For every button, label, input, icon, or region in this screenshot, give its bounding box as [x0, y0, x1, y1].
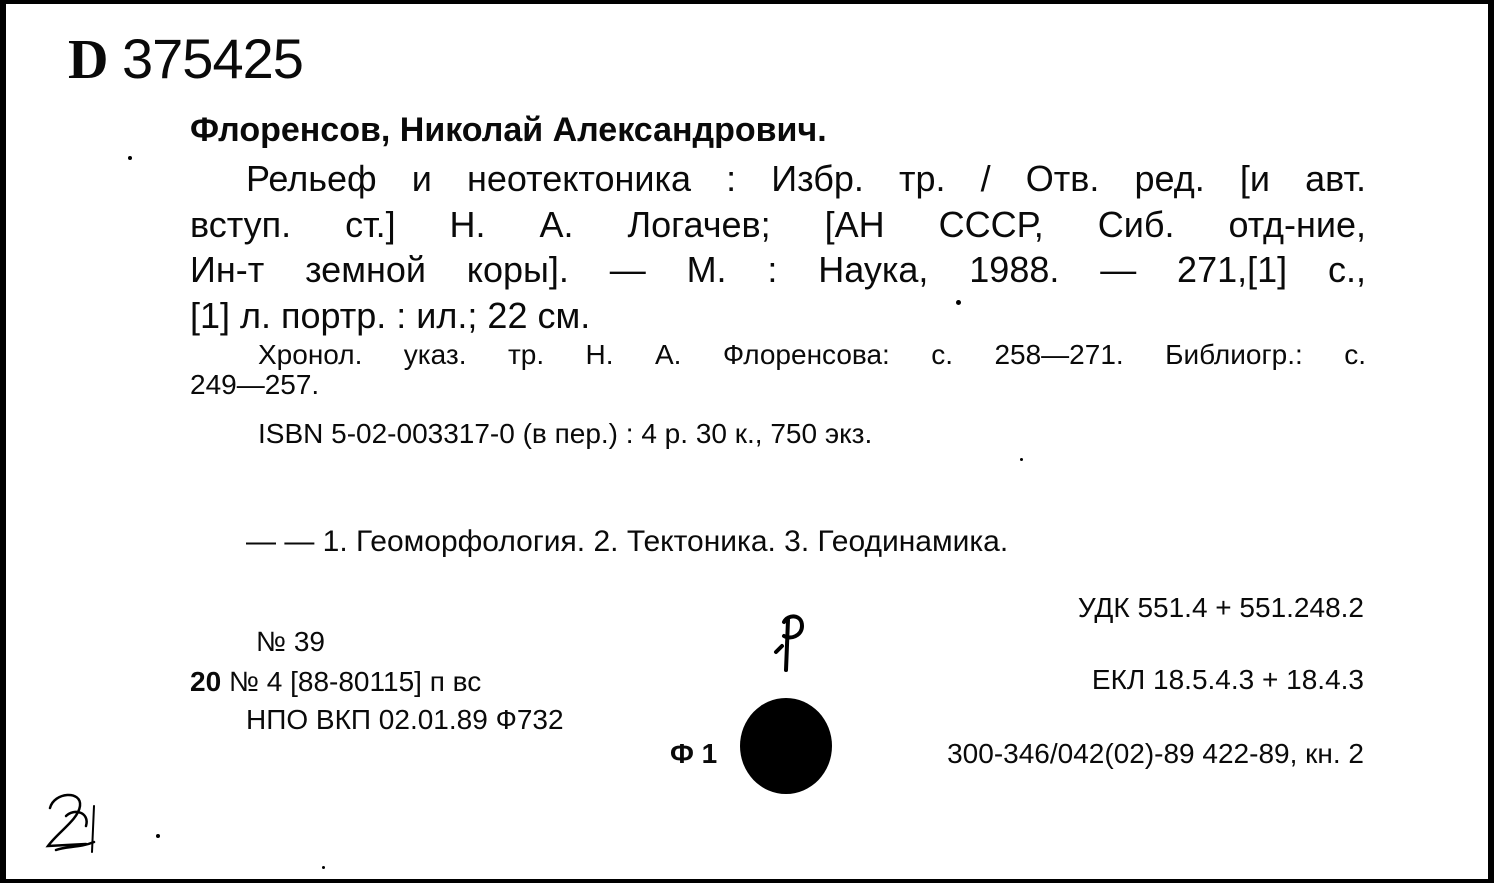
bibliography-note — [190, 340, 1366, 400]
registration-bold: 20 — [190, 666, 222, 697]
call-number-prefix: D — [68, 29, 108, 91]
paper-speck — [322, 866, 325, 869]
title-description — [190, 156, 1366, 338]
registration-text: № 4 [88-80115] п вс — [228, 666, 482, 697]
title-line: [1] л. портр. : ил.; 22 см. — [190, 294, 591, 336]
f-code-left: Ф 1 — [670, 738, 718, 769]
card-number: № 39 — [256, 626, 325, 657]
registration-line — [190, 666, 481, 698]
note-line: Хронол. указ. тр. Н. А. Флоренсова: с. 258—271. Библиогр.: с. — [258, 339, 1366, 370]
npo-line: НПО ВКП 02.01.89 Ф732 — [246, 704, 564, 735]
title-line: Ин-т земной коры]. — М. : Наука, 1988. — 271,[1] с., — [190, 249, 1366, 290]
ink-blot — [740, 698, 832, 794]
note-line: 249—257. — [190, 369, 320, 400]
title-line: вступ. ст.] Н. А. Логачев; [АН СССР, Сиб. отд-ние, — [190, 203, 1366, 245]
paper-speck — [956, 300, 961, 305]
title-line: Рельеф и неотектоника : Избр. тр. / Отв. ред. [и авт. — [246, 158, 1366, 199]
subject-headings: — — 1. Геоморфология. 2. Тектоника. 3. Геодинамика. — [246, 525, 1009, 558]
call-number — [68, 26, 303, 92]
paper-speck — [128, 156, 132, 160]
udk-classification: УДК 551.4 + 551.248.2 — [1077, 592, 1364, 623]
f-code-right: 300-346/042(02)-89 422-89, кн. 2 — [947, 738, 1364, 769]
handwritten-number — [36, 786, 106, 858]
catalog-card — [6, 4, 1488, 879]
handwritten-mark-text: р — [766, 612, 767, 613]
paper-speck — [156, 834, 160, 838]
isbn-line: ISBN 5-02-003317-0 (в пер.) : 4 р. 30 к., 750 экз. — [258, 418, 873, 449]
call-number-value: 375425 — [122, 27, 303, 90]
handwritten-mark — [766, 612, 816, 676]
ekl-classification: ЕКЛ 18.5.4.3 + 18.4.3 — [1091, 664, 1364, 695]
author-heading: Флоренсов, Николай Александрович. — [190, 111, 827, 149]
paper-speck — [1020, 458, 1023, 461]
handwritten-number-text: 2 — [36, 786, 37, 787]
